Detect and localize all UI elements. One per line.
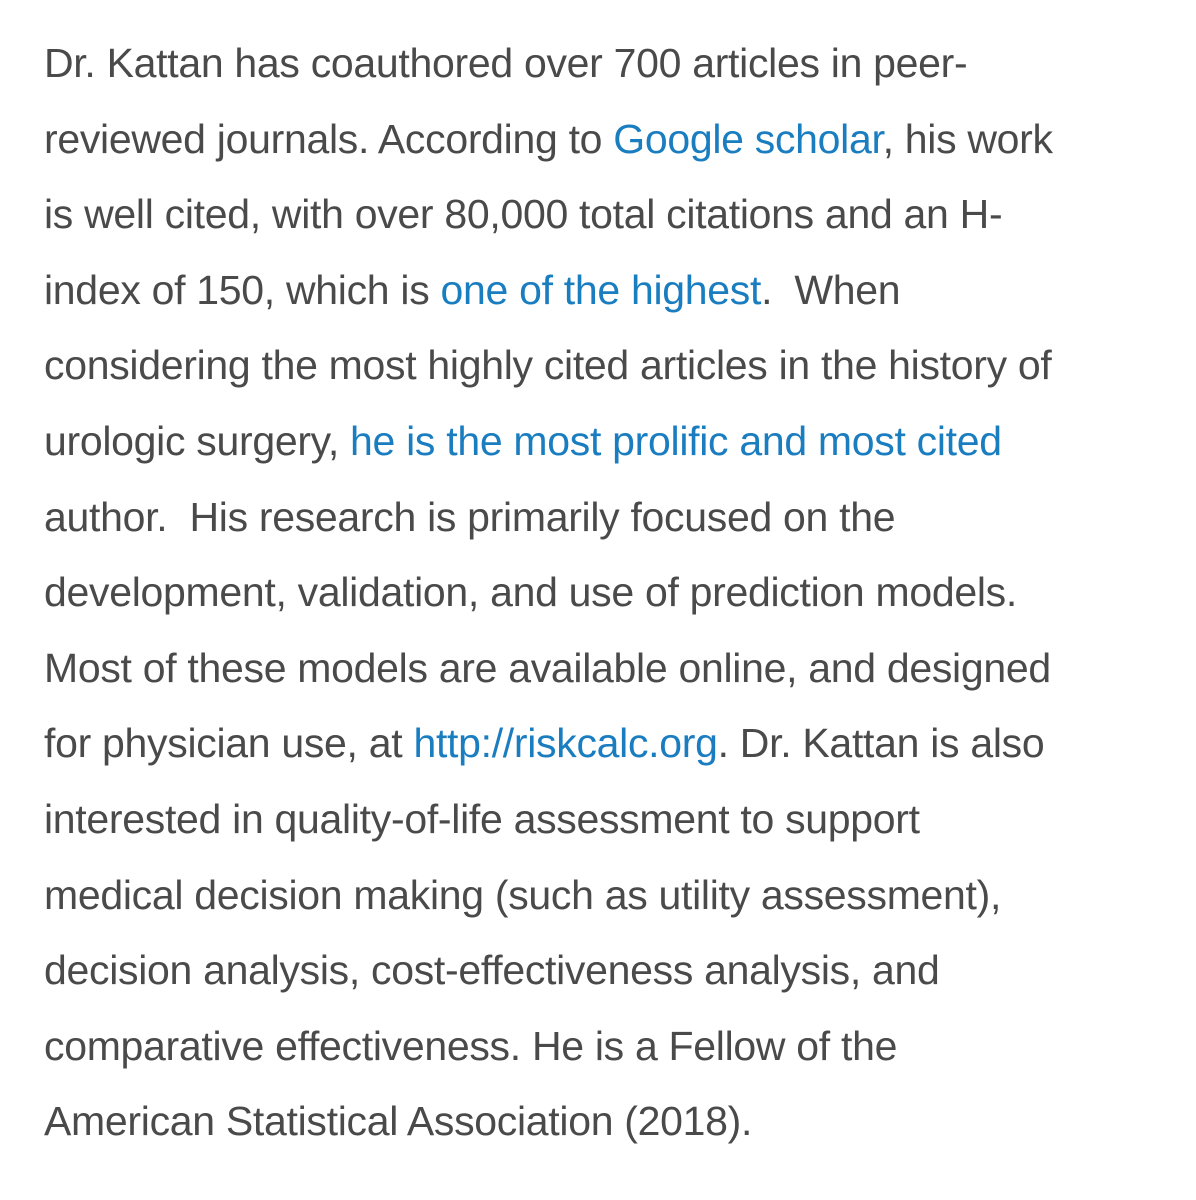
riskcalc-link[interactable]: http://riskcalc.org [413,720,718,767]
text-segment: for physician use, at [44,720,414,767]
text-line: decision analysis, cost-effectiveness analysis, and [44,947,940,994]
text-line [44,404,1053,480]
text-line: interested in quality-of-life assessment to support [44,795,920,842]
text-line: development, validation, and use of prediction models. [44,569,1017,616]
text-line: author. His research is primarily focused on the [44,493,896,540]
one-of-the-highest-link[interactable]: one of the highest [440,266,762,313]
text-line [44,253,1053,329]
text-line [44,102,1053,178]
text-segment: , his work [882,115,1053,162]
text-line [44,706,1053,782]
text-segment: reviewed journals. According to [44,115,614,162]
text-segment: . When [761,266,901,313]
text-line: Dr. Kattan has coauthored over 700 articles in peer- [44,40,968,86]
text-segment: urologic surgery, [44,417,351,464]
text-line: American Statistical Association (2018). [44,1098,753,1145]
text-line: medical decision making (such as utility assessment), [44,871,1002,918]
text-segment: . Dr. Kattan is also [717,720,1045,767]
text-line: considering the most highly cited articles in the history of [44,342,1052,389]
google-scholar-link[interactable]: Google scholar [613,115,883,162]
text-line: is well cited, with over 80,000 total citations and an H- [44,191,1003,238]
bio-paragraph [44,26,1053,1160]
text-line: comparative effectiveness. He is a Fellow of the [44,1022,898,1069]
most-prolific-link[interactable]: he is the most prolific and most cited [350,417,1002,464]
text-segment: index of 150, which is [44,266,441,313]
text-line: Most of these models are available online, and designed [44,644,1051,691]
